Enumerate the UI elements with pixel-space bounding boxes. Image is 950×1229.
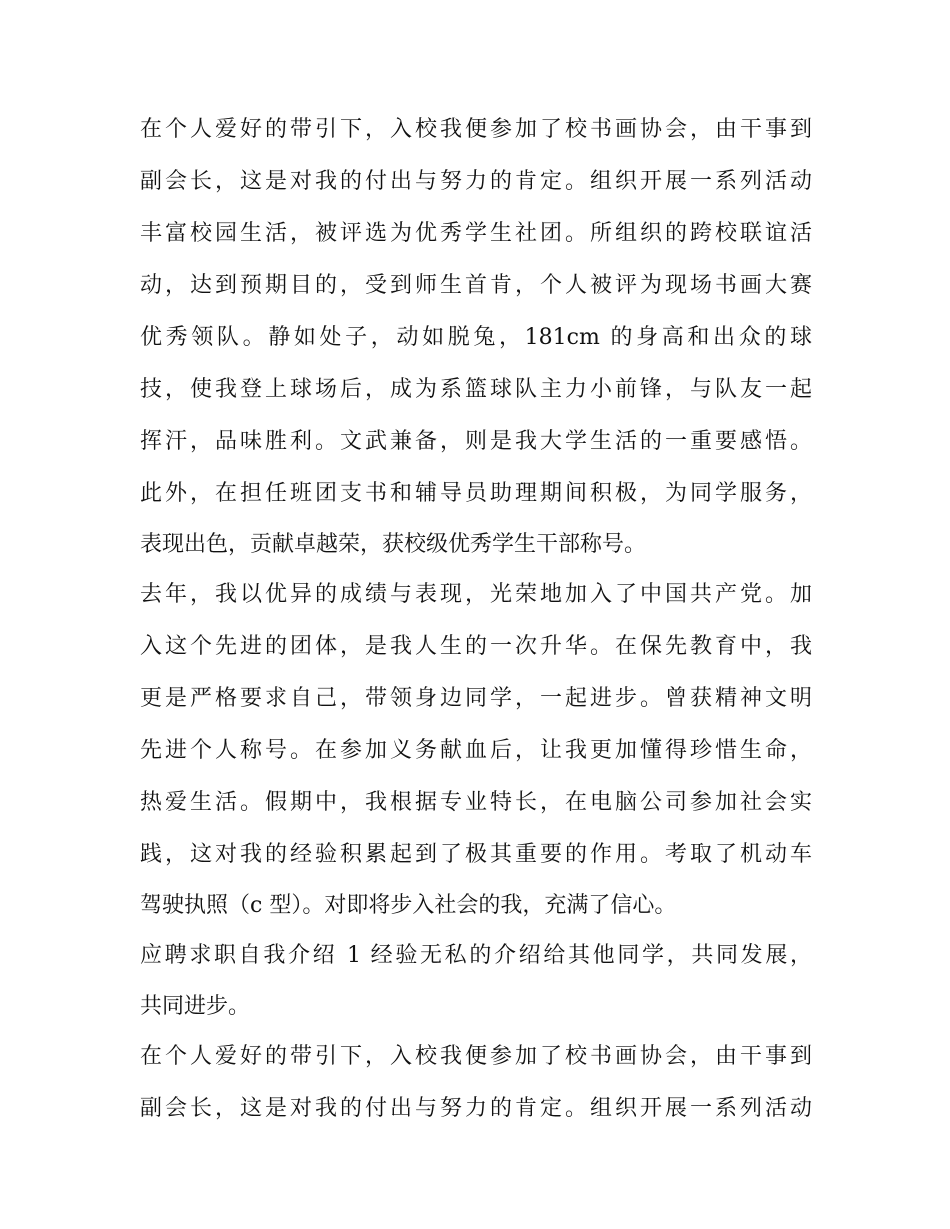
text-line: 共同进步。 (140, 994, 251, 1019)
text-line: 副会长，这是对我的付出与努力的肯定。组织开展一系列活动 (140, 169, 812, 194)
text-line: 优秀领队。静如处子，动如脱兔，181cm 的身高和出众的球 (140, 325, 812, 350)
text-line: 在个人爱好的带引下，入校我便参加了校书画协会，由干事到 (140, 117, 812, 142)
text-line: 挥汗，品味胜利。文武兼备，则是我大学生活的一重要感悟。 (140, 429, 812, 454)
text-line: 丰富校园生活，被评选为优秀学生社团。所组织的跨校联谊活 (140, 221, 812, 246)
text-line: 热爱生活。假期中，我根据专业特长，在电脑公司参加社会实 (140, 790, 812, 815)
text-line: 应聘求职自我介绍 1 经验无私的介绍给其他同学，共同发展， (140, 943, 812, 968)
text-line: 副会长，这是对我的付出与努力的肯定。组织开展一系列活动 (140, 1096, 812, 1121)
paragraph (140, 569, 812, 930)
text-line: 表现出色，贡献卓越荣，获校级优秀学生干部称号。 (140, 532, 647, 557)
text-line: 入这个先进的团体，是我人生的一次升华。在保先教育中，我 (140, 634, 812, 659)
text-line: 更是严格要求自己，带领身边同学，一起进步。曾获精神文明 (140, 686, 812, 711)
text-line: 此外，在担任班团支书和辅导员助理期间积极，为同学服务， (140, 481, 812, 506)
text-line: 践，这对我的经验积累起到了极其重要的作用。考取了机动车 (140, 842, 812, 867)
paragraph (140, 1031, 812, 1135)
text-line: 先进个人称号。在参加义务献血后，让我更加懂得珍惜生命， (140, 738, 812, 763)
text-line: 动，达到预期目的，受到师生首肯，个人被评为现场书画大赛 (140, 273, 812, 298)
paragraph (140, 104, 812, 569)
text-line: 在个人爱好的带引下，入校我便参加了校书画协会，由干事到 (140, 1044, 812, 1069)
text-line: 驾驶执照（c 型）。对即将步入社会的我，充满了信心。 (140, 893, 677, 918)
paragraph (140, 930, 812, 1031)
document-body (140, 104, 812, 1135)
text-line: 去年，我以优异的成绩与表现，光荣地加入了中国共产党。加 (140, 582, 812, 607)
text-line: 技，使我登上球场后，成为系篮球队主力小前锋，与队友一起 (140, 377, 812, 402)
